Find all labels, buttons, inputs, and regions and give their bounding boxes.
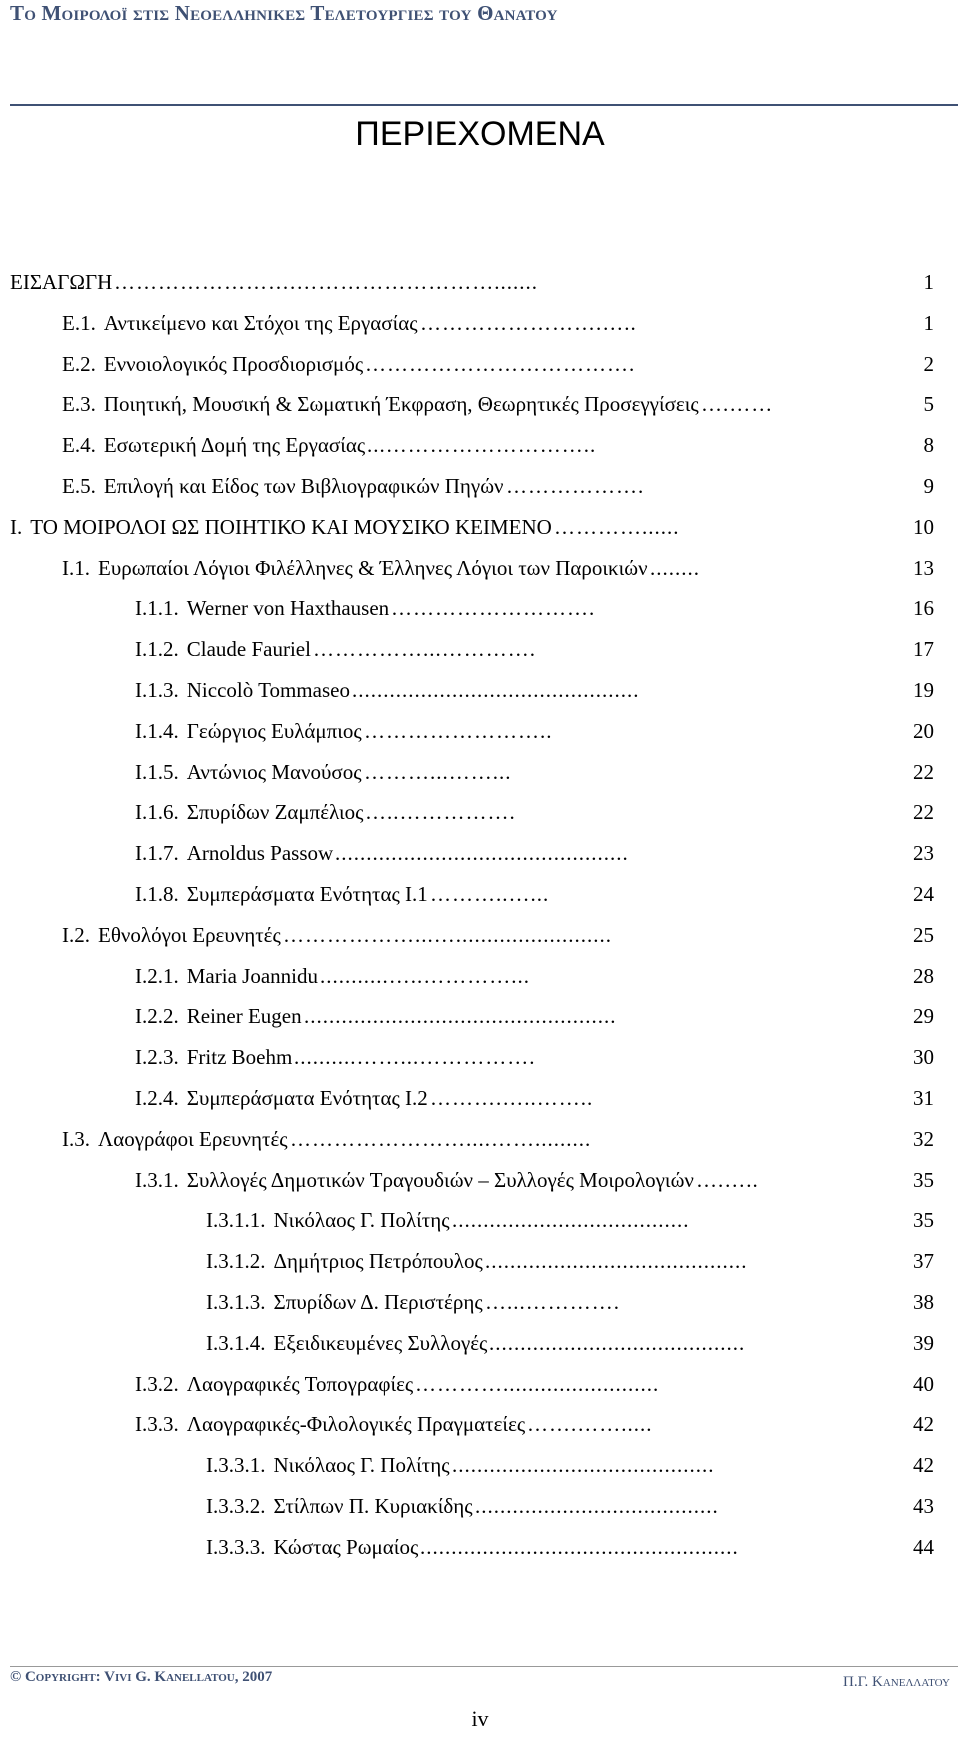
toc-entry-number: Ι.3.1.3.	[206, 1290, 266, 1314]
toc-entry[interactable]	[135, 996, 960, 1036]
toc-leader-dots: ………………...….........................	[283, 923, 612, 947]
toc-page-number: 8	[923, 433, 934, 457]
toc-entry[interactable]	[62, 466, 960, 506]
toc-leader-dots: ...............................................	[335, 841, 629, 865]
toc-entry-title	[206, 1486, 473, 1526]
toc-entry-number: Ε.2.	[62, 352, 96, 376]
toc-entry-label: ΕΙΣΑΓΩΓΗ	[10, 270, 113, 294]
toc-entry-title	[135, 1037, 292, 1077]
toc-page-number: 1	[923, 270, 934, 294]
toc-entry[interactable]	[135, 752, 960, 792]
toc-entry-number: Ε.3.	[62, 392, 96, 416]
toc-leader-dots: …………………….……………………….......	[114, 270, 538, 294]
toc-leader-dots: ...........…..…………...	[320, 964, 530, 988]
toc-leader-dots: .......................................	[475, 1494, 719, 1518]
toc-entry-number: Ε.4.	[62, 433, 96, 457]
toc-entry-number: Ε.1.	[62, 311, 96, 335]
toc-entry[interactable]	[206, 1527, 960, 1567]
toc-entry-title	[135, 1078, 428, 1118]
toc-page-number: 35	[913, 1168, 934, 1192]
toc-entry-label: Νικόλαος Γ. Πολίτης	[273, 1453, 450, 1477]
toc-leader-dots: …..…………….	[365, 800, 516, 824]
toc-entry-number: Ι.3.3.1.	[206, 1453, 266, 1477]
toc-entry-number: Ι.2.	[62, 923, 90, 947]
toc-leader-dots: ........	[650, 556, 700, 580]
toc-page-number: 43	[913, 1494, 934, 1518]
toc-entry[interactable]	[135, 588, 960, 628]
toc-entry-title	[135, 752, 362, 792]
toc-entry-number: Ι.3.3.2.	[206, 1494, 266, 1518]
toc-page-number: 37	[913, 1249, 934, 1273]
toc-entry-title	[62, 466, 504, 506]
toc-entry-number: Ι.1.7.	[135, 841, 179, 865]
toc-entry[interactable]	[62, 915, 960, 955]
toc-entry[interactable]	[62, 548, 960, 588]
toc-page-number: 10	[913, 515, 934, 539]
toc-entry-number: Ι.2.3.	[135, 1045, 179, 1069]
toc-leader-dots: ………..…...	[430, 882, 550, 906]
toc-entry-label: Arnoldus Passow	[186, 841, 334, 865]
footer-rule	[10, 1666, 958, 1667]
toc-leader-dots: ..........................................	[452, 1453, 715, 1477]
toc-entry-label: Reiner Eugen	[186, 1004, 302, 1028]
toc-entry-label: Εσωτερική Δομή της Εργασίας	[103, 433, 366, 457]
toc-page-number: 13	[913, 556, 934, 580]
toc-entry-title	[206, 1527, 418, 1567]
toc-leader-dots: ..........................................	[485, 1249, 748, 1273]
toc-entry-title	[206, 1282, 483, 1322]
toc-entry[interactable]	[206, 1241, 960, 1281]
toc-entry-title	[135, 1160, 694, 1200]
toc-leader-dots: ……….…..……..	[430, 1086, 594, 1110]
toc-entry[interactable]	[135, 1364, 960, 1404]
toc-page-number: 29	[913, 1004, 934, 1028]
toc-page-number: 2	[923, 352, 934, 376]
toc-entry[interactable]	[62, 1119, 960, 1159]
toc-page-number: 24	[913, 882, 934, 906]
toc-leader-dots: ..............................................	[352, 678, 640, 702]
toc-entry[interactable]	[206, 1445, 960, 1485]
toc-entry-title	[135, 588, 389, 628]
toc-entry-number: Ι.3.3.	[135, 1412, 179, 1436]
author-name: Π.Γ. Κανελλατου	[843, 1674, 950, 1690]
toc-page-number: 28	[913, 964, 934, 988]
toc-page-number: 22	[913, 800, 934, 824]
toc-entry[interactable]	[62, 384, 960, 424]
toc-leader-dots: ….……	[701, 392, 774, 416]
toc-entry-title	[206, 1241, 483, 1281]
toc-entry[interactable]	[10, 507, 960, 547]
toc-page-number: 5	[923, 392, 934, 416]
toc-entry-number: Ι.3.1.	[135, 1168, 179, 1192]
toc-entry-title	[135, 629, 311, 669]
toc-page-number: 42	[913, 1453, 934, 1477]
running-header: Το Μοιρολοϊ στις Νεοελληνικες Τελετουργιες του Θανατου	[10, 1, 558, 25]
toc-entry[interactable]	[62, 425, 960, 465]
toc-entry-label: Ποιητική, Μουσική & Σωματική Έκφραση, Θεωρητικές Προσεγγίσεις	[103, 392, 699, 416]
toc-entry-title	[206, 1323, 487, 1363]
toc-entry-number: Ι.1.2.	[135, 637, 179, 661]
toc-entry-label: Δημήτριος Πετρόπουλος	[273, 1249, 483, 1273]
toc-entry-number: Ι.2.4.	[135, 1086, 179, 1110]
toc-page-number: 1	[923, 311, 934, 335]
toc-entry-label: Επιλογή και Είδος των Βιβλιογραφικών Πηγών	[103, 474, 504, 498]
toc-leader-dots: ...................................................	[420, 1535, 739, 1559]
toc-entry-title	[135, 1404, 525, 1444]
toc-entry-label: Συμπεράσματα Ενότητας Ι.1	[186, 882, 428, 906]
toc-entry-title	[135, 956, 318, 996]
toc-entry-number: Ι.3.	[62, 1127, 90, 1151]
toc-entry-label: Συμπεράσματα Ενότητας Ι.2	[186, 1086, 428, 1110]
toc-entry-number: Ε.5.	[62, 474, 96, 498]
toc-entry-label: ΤΟ ΜΟΙΡΟΛΟΙ ΩΣ ΠΟΙΗΤΙΚΟ ΚΑΙ ΜΟΥΣΙΚΟ ΚΕΙΜΕΝΟ	[30, 515, 552, 539]
toc-leader-dots: ……………………....…….........	[290, 1127, 592, 1151]
toc-entry-title	[10, 262, 112, 302]
toc-leader-dots: ………….........................	[415, 1372, 660, 1396]
toc-entry-number: Ι.1.8.	[135, 882, 179, 906]
toc-entry-label: Λαογράφοι Ερευνητές	[98, 1127, 288, 1151]
toc-page-number: 38	[913, 1290, 934, 1314]
toc-entry-label: Maria Joannidu	[186, 964, 318, 988]
toc-entry-label: Εννοιολογικός Προσδιορισμός	[103, 352, 364, 376]
toc-entry-title	[135, 833, 333, 873]
toc-entry-number: Ι.3.1.4.	[206, 1331, 266, 1355]
toc-entry-title	[135, 996, 302, 1036]
toc-page-number: 20	[913, 719, 934, 743]
copyright-notice: © Copyright: Vivi G. Kanellatou, 2007	[10, 1669, 273, 1685]
toc-entry-label: Λαογραφικές Τοπογραφίες	[186, 1372, 414, 1396]
toc-entry-label: Fritz Boehm	[186, 1045, 293, 1069]
page-number: iv	[471, 1706, 489, 1731]
toc-entry-label: Claude Fauriel	[186, 637, 311, 661]
toc-entry-label: Niccolò Tommaseo	[186, 678, 350, 702]
toc-entry[interactable]	[206, 1200, 960, 1240]
toc-entry[interactable]	[135, 1404, 960, 1444]
toc-entry[interactable]	[135, 670, 960, 710]
toc-entry-number: Ι.2.1.	[135, 964, 179, 988]
toc-page-number: 39	[913, 1331, 934, 1355]
toc-leader-dots: ………...……...	[364, 760, 512, 784]
toc-entry-title	[135, 1364, 413, 1404]
toc-entry-label: Στίλπων Π. Κυριακίδης	[273, 1494, 473, 1518]
toc-page-number: 16	[913, 596, 934, 620]
toc-page-number: 23	[913, 841, 934, 865]
toc-entry-number: Ι.3.2.	[135, 1372, 179, 1396]
toc-entry[interactable]	[206, 1486, 960, 1526]
toc-page-number: 19	[913, 678, 934, 702]
header-rule	[10, 104, 958, 106]
toc-leader-dots: ….…..	[696, 1168, 759, 1192]
toc-entry[interactable]	[135, 956, 960, 996]
toc-entry-label: Αντώνιος Μανούσος	[186, 760, 362, 784]
toc-entry-label: Σπυρίδων Δ. Περιστέρης	[273, 1290, 483, 1314]
toc-leader-dots: …...………….	[485, 1290, 620, 1314]
toc-entry-label: Συλλογές Δημοτικών Τραγουδιών – Συλλογές Μοιρολογιών	[186, 1168, 694, 1192]
toc-page-number: 40	[913, 1372, 934, 1396]
toc-leader-dots: …….…….....	[527, 1412, 653, 1436]
toc-entry-title	[62, 548, 648, 588]
toc-entry-title	[135, 670, 350, 710]
toc-leader-dots: .........................................	[489, 1331, 746, 1355]
toc-entry-number: Ι.2.2.	[135, 1004, 179, 1028]
toc-entry-label: Αντικείμενο και Στόχοι της Εργασίας	[103, 311, 418, 335]
toc-leader-dots: ..........……...…………….	[294, 1045, 536, 1069]
page-title: ΠΕΡΙΕΧΟΜΕΝΑ	[355, 115, 605, 153]
toc-page-number: 22	[913, 760, 934, 784]
toc-entry[interactable]	[10, 262, 960, 302]
toc-leader-dots: ……………………..	[364, 719, 553, 743]
toc-entry[interactable]	[135, 1160, 960, 1200]
toc-entry[interactable]	[62, 303, 960, 343]
toc-entry-label: Εθνολόγοι Ερευνητές	[98, 923, 281, 947]
toc-entry-title	[62, 425, 365, 465]
toc-page-number: 32	[913, 1127, 934, 1151]
toc-entry-title	[62, 303, 418, 343]
toc-entry[interactable]	[62, 344, 960, 384]
toc-page-number: 35	[913, 1208, 934, 1232]
toc-entry-number: Ι.1.3.	[135, 678, 179, 702]
toc-entry[interactable]	[135, 833, 960, 873]
toc-entry[interactable]	[135, 629, 960, 669]
toc-entry-label: Εξειδικευμένες Συλλογές	[273, 1331, 488, 1355]
toc-entry-label: Ευρωπαίοι Λόγιοι Φιλέλληνες & Έλληνες Λόγιοι των Παροικιών	[98, 556, 648, 580]
toc-entry-number: Ι.3.1.1.	[206, 1208, 266, 1232]
toc-leader-dots: ..................................................	[304, 1004, 617, 1028]
toc-page-number: 9	[923, 474, 934, 498]
toc-leader-dots: ……………………………….	[365, 352, 636, 376]
toc-page-number: 31	[913, 1086, 934, 1110]
toc-entry-title	[135, 711, 362, 751]
toc-entry-label: Κώστας Ρωμαίος	[273, 1535, 419, 1559]
toc-leader-dots: …………………….…..	[420, 311, 637, 335]
toc-entry-number: Ι.1.6.	[135, 800, 179, 824]
toc-leader-dots: ...………………………..	[367, 433, 597, 457]
toc-leader-dots: ……………………….	[391, 596, 596, 620]
toc-leader-dots: ……………...………….	[313, 637, 536, 661]
toc-page-number: 30	[913, 1045, 934, 1069]
toc-entry-number: Ι.	[10, 515, 23, 539]
toc-entry-title	[62, 344, 363, 384]
toc-entry-label: Werner von Haxthausen	[186, 596, 390, 620]
toc-entry-number: Ι.1.5.	[135, 760, 179, 784]
toc-entry-label: Γεώργιος Ευλάμπιος	[186, 719, 362, 743]
toc-entry-label: Λαογραφικές-Φιλολογικές Πραγματείες	[186, 1412, 526, 1436]
toc-page-number: 44	[913, 1535, 934, 1559]
toc-entry-title	[62, 384, 699, 424]
toc-entry-label: Νικόλαος Γ. Πολίτης	[273, 1208, 450, 1232]
toc-entry-title	[135, 874, 428, 914]
toc-entry-number: Ι.1.1.	[135, 596, 179, 620]
toc-entry-number: Ι.3.3.3.	[206, 1535, 266, 1559]
toc-entry-title	[62, 1119, 288, 1159]
toc-leader-dots: ......................................	[452, 1208, 690, 1232]
toc-entry[interactable]	[206, 1282, 960, 1322]
toc-entry-number: Ι.1.4.	[135, 719, 179, 743]
toc-entry-label: Σπυρίδων Ζαμπέλιος	[186, 800, 364, 824]
toc-entry[interactable]	[206, 1323, 960, 1363]
toc-page-number: 17	[913, 637, 934, 661]
toc-page-number: 42	[913, 1412, 934, 1436]
toc-entry-title	[10, 507, 552, 547]
toc-entry[interactable]	[135, 1078, 960, 1118]
toc-entry[interactable]	[135, 792, 960, 832]
toc-entry[interactable]	[135, 874, 960, 914]
toc-entry[interactable]	[135, 711, 960, 751]
toc-page-number: 25	[913, 923, 934, 947]
toc-entry-title	[206, 1200, 450, 1240]
toc-entry-title	[62, 915, 281, 955]
toc-leader-dots: ……………….	[506, 474, 645, 498]
toc-leader-dots: …………......	[554, 515, 680, 539]
toc-entry[interactable]	[135, 1037, 960, 1077]
toc-entry-number: Ι.3.1.2.	[206, 1249, 266, 1273]
toc-entry-number: Ι.1.	[62, 556, 90, 580]
toc-entry-title	[135, 792, 363, 832]
toc-entry-title	[206, 1445, 450, 1485]
